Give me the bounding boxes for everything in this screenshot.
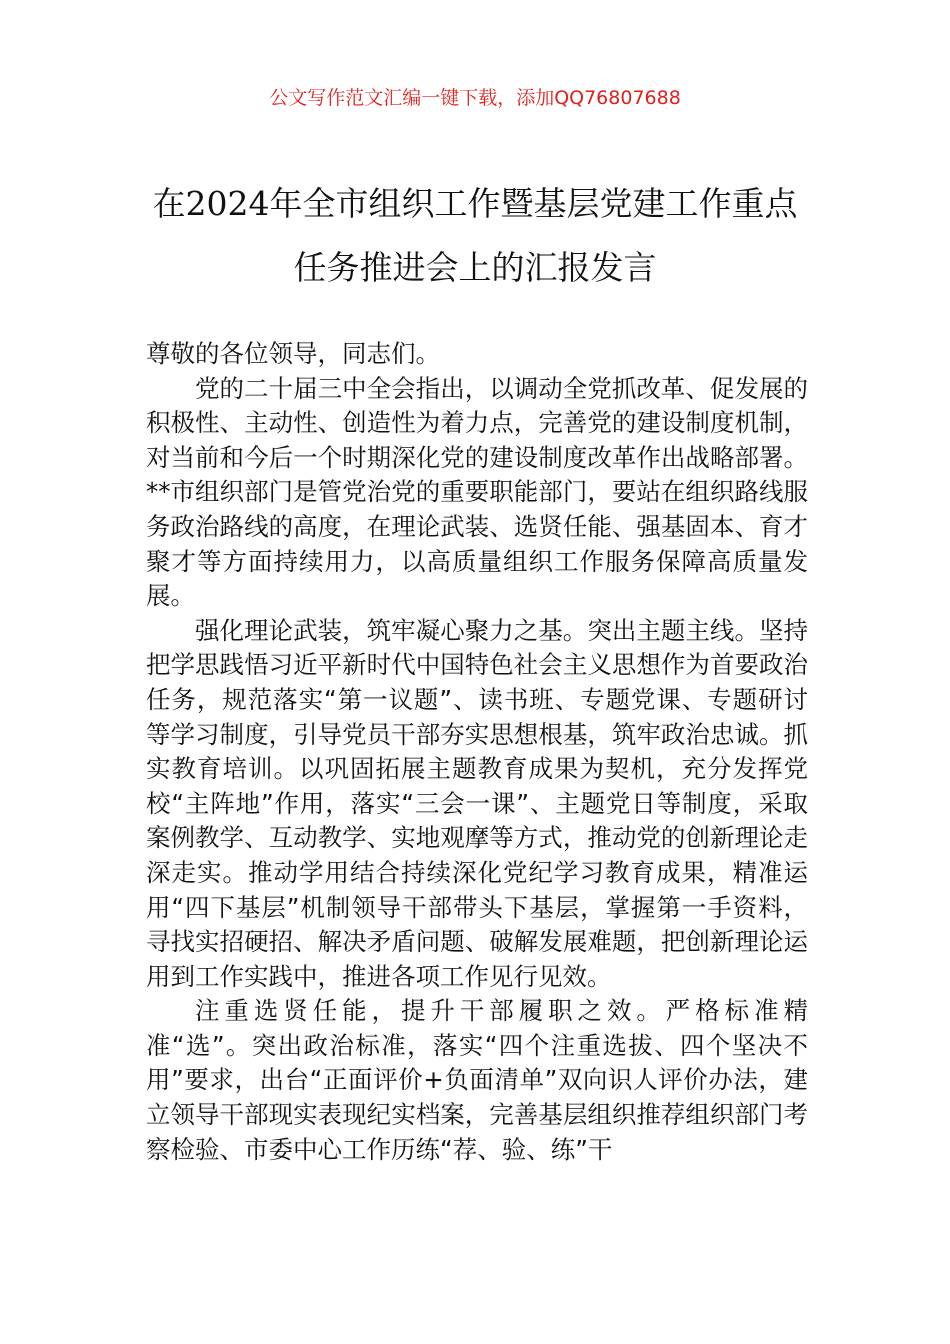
document-body: [146, 337, 808, 1167]
paragraph-intro: 党的二十届三中全会指出，以调动全党抓改革、促发展的积极性、主动性、创造性为着力点，完善党的建设制度机制，对当前和今后一个时期深化党的建设制度改革作出战略部署。**市组织部门是管党治党的重要职能部门，要站在组织路线服务政治路线的高度，在理论武装、选贤任能、强基固本、育才聚才等方面持续用力，以高质量组织工作服务保障高质量发展。: [146, 373, 808, 611]
paragraph-theory: 强化理论武装，筑牢凝心聚力之基。突出主题主线。坚持把学思践悟习近平新时代中国特色社会主义思想作为首要政治任务，规范落实“第一议题”、读书班、专题党课、专题研讨等学习制度，引导党员干部夯实思想根基，筑牢政治忠诚。抓实教育培训。以巩固拓展主题教育成果为契机，充分发挥党校“主阵地”作用，落实“三会一课”、主题党日等制度，采取案例教学、互动教学、实地观摩等方式，推动党的创新理论走深走实。推动学用结合持续深化党纪学习教育成果，精准运用“四下基层”机制领导干部带头下基层，掌握第一手资料，寻找实招硬招、解决矛盾问题、破解发展难题，把创新理论运用到工作实践中，推进各项工作见行见效。: [146, 615, 808, 991]
paragraph-cadre-selection: 注重选贤任能，提升干部履职之效。严格标准精准“选”。突出政治标准，落实“四个注重选拔、四个坚决不用”要求，出台“正面评价+负面清单”双向识人评价办法，建立领导干部现实表现纪实档案，完善基层组织推荐组织部门考察检验、市委中心工作历练“荐、验、练”干: [146, 996, 808, 1164]
document-title: 在2024年全市组织工作暨基层党建工作重点任务推进会上的汇报发言: [152, 184, 798, 287]
download-promo-note: 公文写作范文汇编一键下载，添加QQ76807688: [269, 87, 681, 109]
salutation: 尊敬的各位领导，同志们。: [146, 339, 440, 368]
